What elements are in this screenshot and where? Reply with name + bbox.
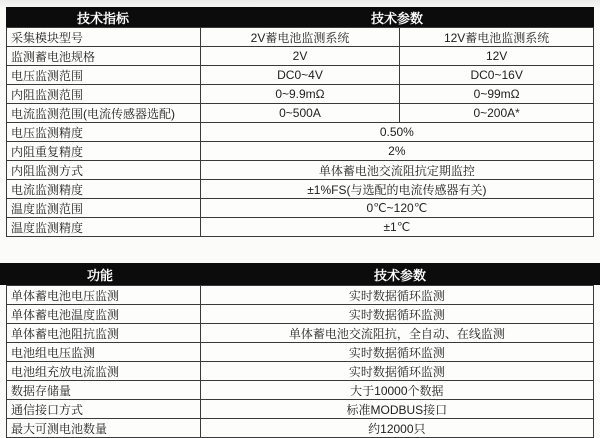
spec-label-cell: 电压监测精度 xyxy=(7,123,201,142)
spec-label-cell: 采集模块型号 xyxy=(7,28,201,47)
spec-label-cell: 内阻重复精度 xyxy=(7,142,201,161)
spec-value-cell: 实时数据循环监测 xyxy=(200,343,593,362)
spec-value-cell: 0~500A xyxy=(200,104,400,123)
spec-value-cell: ±1%FS(与选配的电流传感器有关) xyxy=(200,180,593,199)
table-row xyxy=(7,199,594,218)
spec-table-2 xyxy=(6,285,594,438)
table-row xyxy=(7,47,594,66)
table-row xyxy=(7,218,594,237)
spec-label-cell: 单体蓄电池阻抗监测 xyxy=(7,324,201,343)
spec-value-cell: 0~9.9mΩ xyxy=(200,85,400,104)
spec-label-cell: 内阻监测方式 xyxy=(7,161,201,180)
table1-header-indicator: 技术指标 xyxy=(77,10,130,26)
spec-label-cell: 温度监测范围 xyxy=(7,199,201,218)
spec-label-cell: 内阻监测范围 xyxy=(7,85,201,104)
spec-label-cell: 数据存储量 xyxy=(7,381,201,400)
spec-value-cell: 2% xyxy=(200,142,593,161)
spec-label-cell: 电池组充放电流监测 xyxy=(7,362,201,381)
table-row xyxy=(7,104,594,123)
spec-table-1 xyxy=(6,27,594,237)
table-row xyxy=(7,324,594,343)
spec-label-cell: 电流监测范围(电流传感器选配) xyxy=(7,104,201,123)
table-row xyxy=(7,286,594,305)
table-row xyxy=(7,381,594,400)
spec-value-cell: 0℃~120℃ xyxy=(200,199,593,218)
spec-value-cell: 12V xyxy=(400,47,594,66)
spec-value-cell: 单体蓄电池交流阻抗定期监控 xyxy=(200,161,593,180)
spec-value-cell: 实时数据循环监测 xyxy=(200,286,593,305)
spec-label-cell: 监测蓄电池规格 xyxy=(7,47,201,66)
spec-value-cell: 2V蓄电池监测系统 xyxy=(200,28,400,47)
table-row xyxy=(7,28,594,47)
spec-value-cell: 0~200A* xyxy=(400,104,594,123)
spec-label-cell: 单体蓄电池温度监测 xyxy=(7,305,201,324)
table2-header-function: 功能 xyxy=(86,267,113,283)
spec-label-cell: 电流监测精度 xyxy=(7,180,201,199)
spec-value-cell: 实时数据循环监测 xyxy=(200,305,593,324)
table1-header-parameter: 技术参数 xyxy=(371,10,424,26)
spec-value-cell: 约12000只 xyxy=(200,419,593,438)
spec-label-cell: 电池组电压监测 xyxy=(7,343,201,362)
spec-label-cell: 单体蓄电池电压监测 xyxy=(7,286,201,305)
spec-value-cell: 标准MODBUS接口 xyxy=(200,400,593,419)
table-row xyxy=(7,123,594,142)
spec-label-cell: 电压监测范围 xyxy=(7,66,201,85)
spec-value-cell: ±1℃ xyxy=(200,218,593,237)
table-row xyxy=(7,85,594,104)
spec-value-cell: 单体蓄电池交流阻抗，全自动、在线监测 xyxy=(200,324,593,343)
table-row xyxy=(7,400,594,419)
table-row xyxy=(7,161,594,180)
table-row xyxy=(7,419,594,438)
spec-value-cell: 0~99mΩ xyxy=(400,85,594,104)
spec-value-cell: DC0~4V xyxy=(200,66,400,85)
spec-label-cell: 温度监测精度 xyxy=(7,218,201,237)
table2-header-band xyxy=(0,263,600,285)
table-row xyxy=(7,343,594,362)
table-row xyxy=(7,180,594,199)
spec-value-cell: 实时数据循环监测 xyxy=(200,362,593,381)
table-row xyxy=(7,66,594,85)
table2-header-parameter: 技术参数 xyxy=(373,267,426,283)
spec-value-cell: 大于10000个数据 xyxy=(200,381,593,400)
table-row xyxy=(7,305,594,324)
table1-header-band xyxy=(6,7,594,27)
spec-value-cell: DC0~16V xyxy=(400,66,594,85)
spec-value-cell: 2V xyxy=(200,47,400,66)
spec-value-cell: 12V蓄电池监测系统 xyxy=(400,28,594,47)
spec-label-cell: 通信接口方式 xyxy=(7,400,201,419)
spec-label-cell: 最大可测电池数量 xyxy=(7,419,201,438)
spec-value-cell: 0.50% xyxy=(200,123,593,142)
table-row xyxy=(7,142,594,161)
table-row xyxy=(7,362,594,381)
